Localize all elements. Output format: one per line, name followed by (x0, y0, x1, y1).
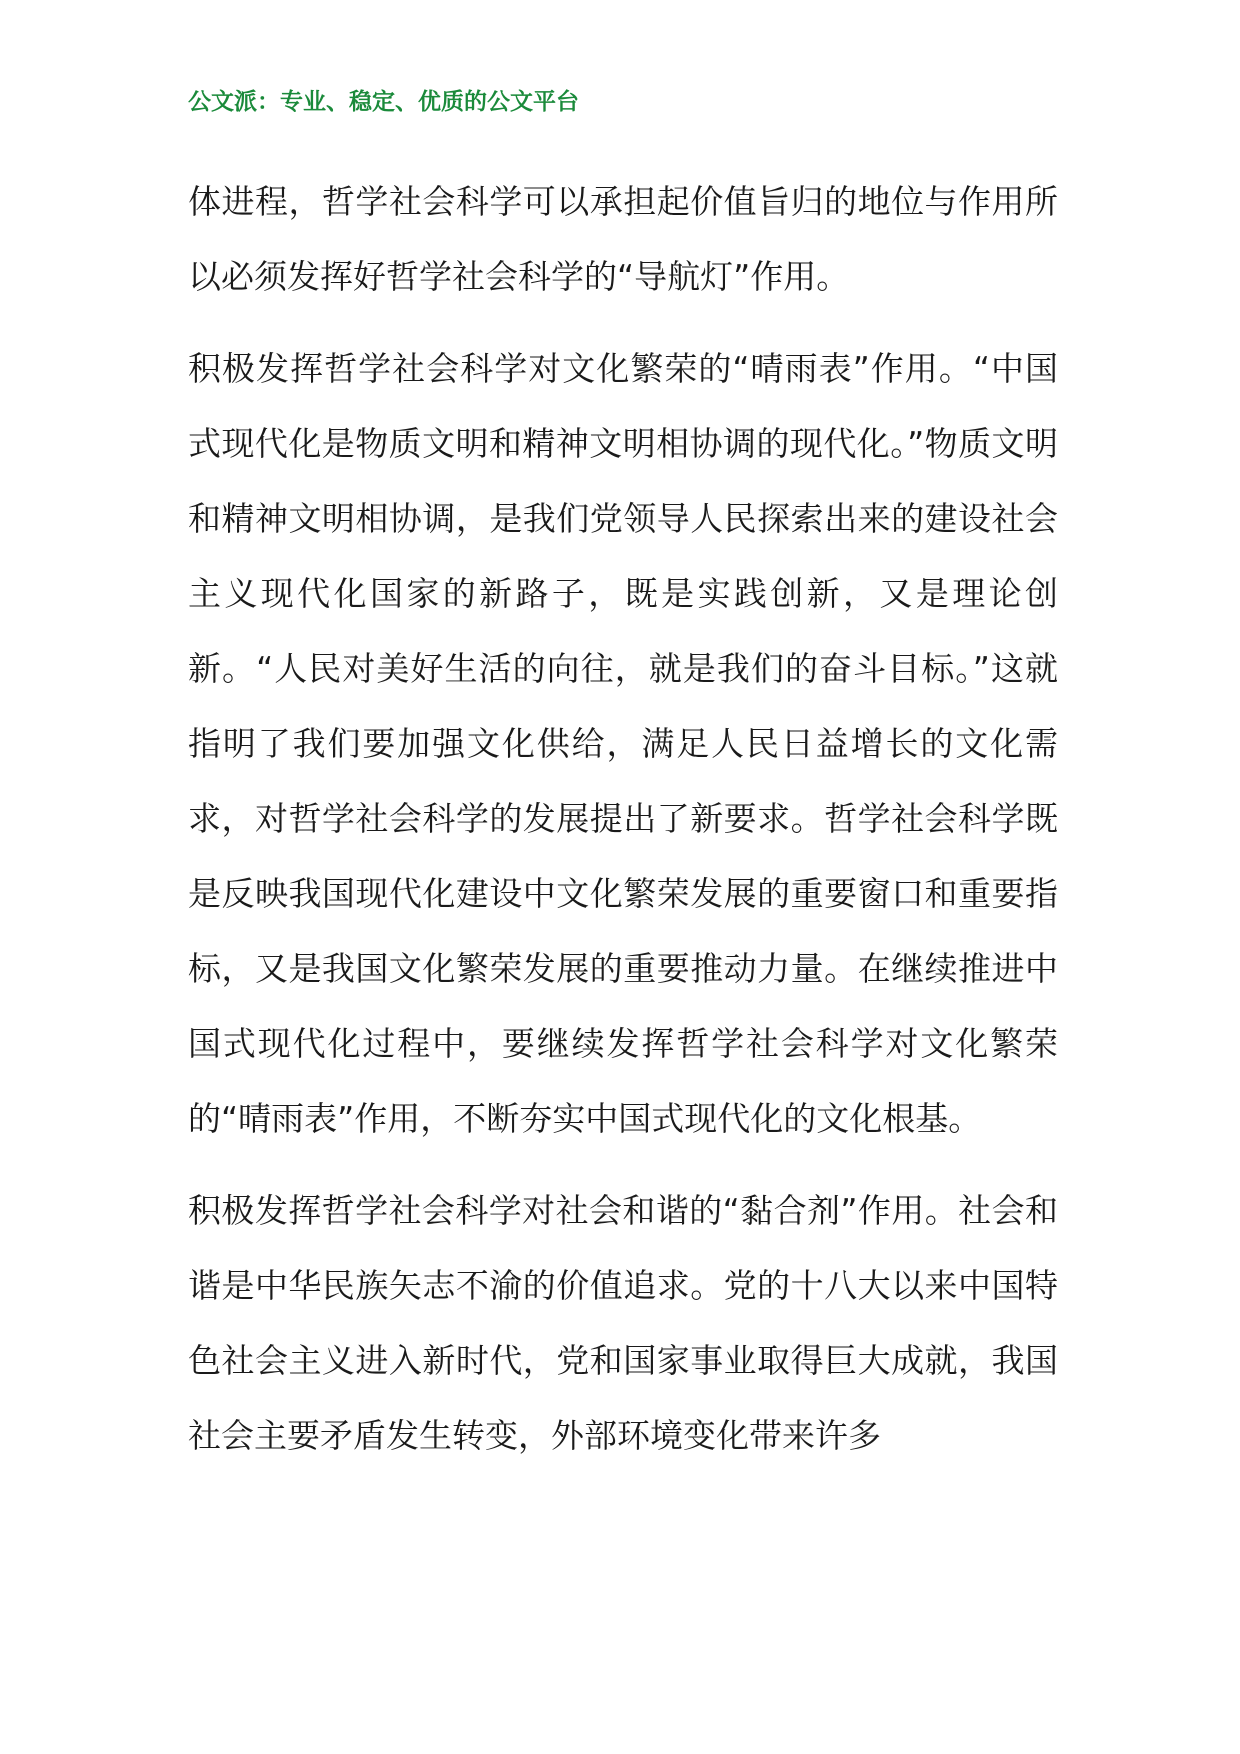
paragraph-3: 积极发挥哲学社会科学对社会和谐的“黏合剂”作用。社会和谐是中华民族矢志不渝的价值追求。党的十八大以来中国特色社会主义进入新时代，党和国家事业取得巨大成就，我国社会主要矛盾发生转变，外部环境变化带来许多 (188, 1191, 1058, 1455)
paragraph-1: 体进程，哲学社会科学可以承担起价值旨归的地位与作用所以必须发挥好哲学社会科学的“导航灯”作用。 (188, 182, 1058, 296)
paragraph-2: 积极发挥哲学社会科学对文化繁荣的“晴雨表”作用。“中国式现代化是物质文明和精神文明相协调的现代化。”物质文明和精神文明相协调，是我们党领导人民探索出来的建设社会主义现代化国家的新路子，既是实践创新，又是理论创新。“人民对美好生活的向往，就是我们的奋斗目标。”这就指明了我们要加强文化供给，满足人民日益增长的文化需求，对哲学社会科学的发展提出了新要求。哲学社会科学既是反映我国现代化建设中文化繁荣发展的重要窗口和重要指标，又是我国文化繁荣发展的重要推动力量。在继续推进中国式现代化过程中，要继续发挥哲学社会科学对文化繁荣的“晴雨表”作用，不断夯实中国式现代化的文化根基。 (188, 349, 1058, 1138)
document-body (188, 164, 1058, 1490)
site-header-slogan: 公文派：专业、稳定、优质的公文平台 (188, 89, 579, 115)
